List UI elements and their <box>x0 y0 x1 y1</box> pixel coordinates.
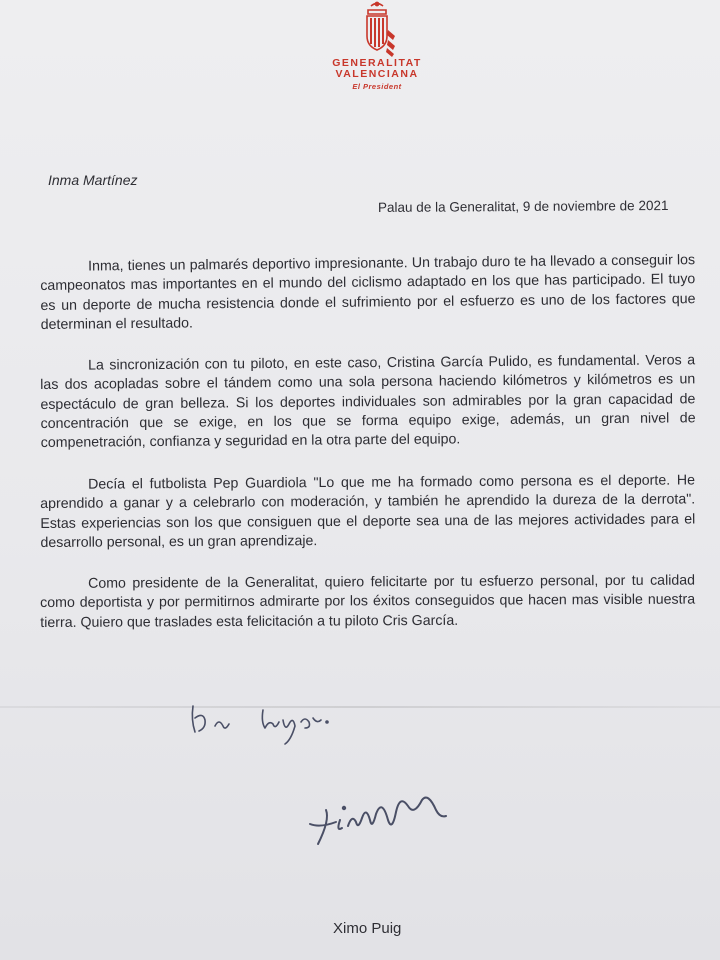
paragraph-4: Como presidente de la Generalitat, quiero felicitarte por tu esfuerzo personal, por tu calidad como deportista y por permitirnos admirarte por los éxitos conseguidos que hacen mas visible nuestra tierra. Quiero que traslades esta felicitación a tu piloto Cris García. <box>40 572 696 631</box>
letter-body <box>40 252 696 655</box>
signer-name: Ximo Puig <box>333 920 402 937</box>
signature <box>296 770 476 870</box>
letterhead-line-2: VALENCIANA <box>335 68 419 80</box>
letterhead-line-1: GENERALITAT <box>332 57 422 69</box>
paragraph-2: La sincronización con tu piloto, en este caso, Cristina García Pulido, es fundamental. Veros a las dos acopladas sobre el tándem como una sola persona haciendo kilómetros y kilómetros es un espectáculo de gran belleza. Si los deportes individuales son admirables por la gran capacidad de concentración que se exige, en los que se forma equipo exige, además, un gran nivel de compenetración, confianza y seguridad en la otra parte del equipo. <box>40 352 696 452</box>
generalitat-logo <box>322 0 432 100</box>
paper-fold-line <box>0 706 720 708</box>
letterhead-line-3: El President <box>352 82 402 91</box>
paragraph-3: Decía el futbolista Pep Guardiola "Lo que me ha formado como persona es el deporte. He aprendido a ganar y a celebrarlo con moderación, y también he aprendido la dureza de la derrota". Estas experiencias son los que consiguen que el deporte sea una de las mejores actividades para el desarrollo personal, es un gran aprendizaje. <box>40 472 696 551</box>
recipient-name: Inma Martínez <box>48 172 138 188</box>
paragraph-1: Inma, tienes un palmarés deportivo impresionante. Un trabajo duro te ha llevado a conseguir los campeonatos mas importantes en el mundo del ciclismo adaptado en los que has participado. El tuyo es un deporte de mucha resistencia donde el sufrimiento por el esfuerzo es uno de los factores que determinan el resultado. <box>40 252 696 333</box>
handwritten-note <box>185 698 355 748</box>
dateline: Palau de la Generalitat, 9 de noviembre de 2021 <box>377 197 669 215</box>
coat-of-arms-icon <box>357 0 397 58</box>
